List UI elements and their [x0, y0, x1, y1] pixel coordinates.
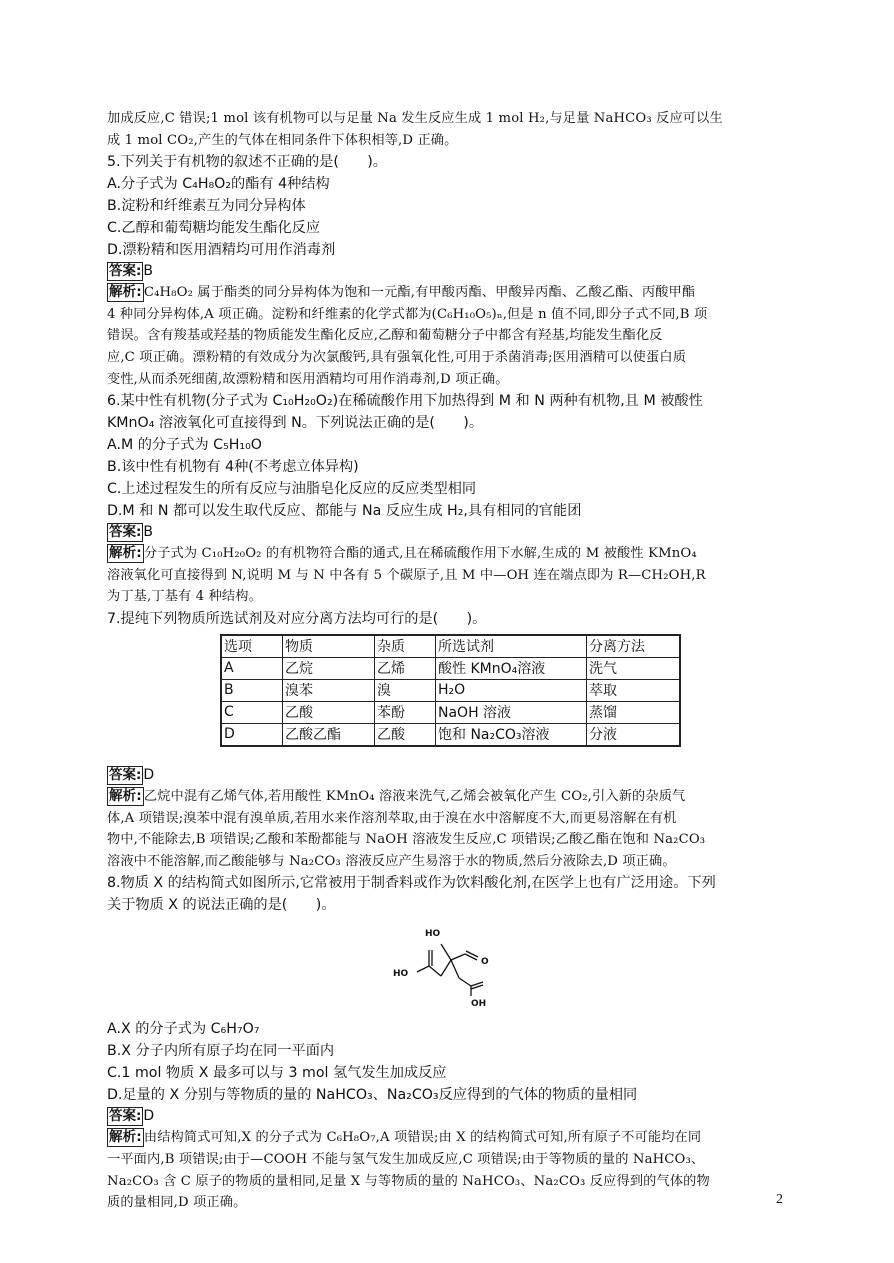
table-cell: 乙酸 — [283, 701, 375, 723]
analysis-text: C₄H₈O₂ 属于酯类的同分异构体为饱和一元酯,有甲酸丙酯、甲酸异丙酯、乙酸乙酯、丙酸甲酯 — [143, 285, 696, 301]
q5-option-d: D.漂粉精和医用酒精均可用作消毒剂 — [107, 242, 336, 259]
q8-analysis-line: Na₂CO₃ 含 C 原子的物质的量相同,足量 X 与等物质的量的 NaHCO₃、Na₂CO₃ 反应得到的气体的物 — [107, 1173, 710, 1189]
q5-analysis-line: 变性,从而杀死细菌,故漂粉精和医用酒精均可用作消毒剂,D 项正确。 — [107, 371, 509, 387]
table-cell: 萃取 — [587, 679, 681, 701]
table-cell: NaOH 溶液 — [436, 701, 587, 723]
table-cell: 苯酚 — [375, 701, 436, 723]
table-cell: C — [221, 701, 283, 723]
q7-analysis-line: 体,A 项错误;溴苯中混有溴单质,若用水来作溶剂萃取,由于溴在水中溶解度不大,而更易溶解在有机 — [107, 810, 677, 826]
analysis-text: 乙烷中混有乙烯气体,若用酸性 KMnO₄ 溶液来洗气,乙烯会被氧化产生 CO₂,引入新的杂质气 — [143, 788, 686, 804]
table-cell: 洗气 — [587, 657, 681, 679]
q5-answer — [107, 261, 783, 282]
q5-analysis-line — [107, 282, 783, 304]
q6-analysis-line: 溶液氧化可直接得到 N,说明 M 与 N 中各有 5 个碳原子,且 M 中—OH 连在端点即为 R—CH₂OH,R — [107, 567, 706, 583]
answer-tag: 答案: — [109, 524, 142, 541]
table-cell: 蒸馏 — [587, 701, 681, 723]
q7-analysis-line: 溶液中不能溶解,而乙酸能够与 Na₂CO₃ 溶液反应产生易溶于水的物质,然后分液除去,D 项正确。 — [107, 853, 676, 869]
answer-tag: 答案: — [109, 263, 142, 280]
answer-tag: 答案: — [109, 766, 142, 783]
q7-analysis-line — [107, 786, 783, 808]
q5-option-b: B.淀粉和纤维素互为同分异构体 — [107, 198, 306, 215]
q6-option-d: D.M 和 N 都可以发生取代反应、都能与 Na 反应生成 H₂,具有相同的官能团 — [107, 503, 582, 520]
table-header-row — [221, 635, 680, 658]
table-header-cell: 杂质 — [375, 635, 436, 658]
q8-answer — [107, 1106, 783, 1127]
question-7-stem: 7.提纯下列物质所选试剂及对应分离方法均可行的是( )。 — [107, 610, 487, 627]
table-row — [221, 657, 680, 679]
q5-option-a: A.分子式为 C₄H₈O₂的酯有 4种结构 — [107, 176, 330, 193]
table-cell: 溴苯 — [283, 679, 375, 701]
q7-analysis-line: 物中,不能除去,B 项错误;乙酸和苯酚都能与 NaOH 溶液发生反应,C 项错误;乙酸乙酯在饱和 Na₂CO₃ — [107, 832, 706, 848]
table-header-cell: 选项 — [221, 635, 283, 658]
page-number: 2 — [776, 1192, 783, 1207]
q6-analysis-line — [107, 543, 783, 565]
ho-left-label: HO — [393, 969, 409, 980]
q7-answer — [107, 765, 783, 786]
table-cell: B — [221, 679, 283, 701]
table-cell: 溴 — [375, 679, 436, 701]
q8-option-c: C.1 mol 物质 X 最多可以与 3 mol 氢气发生加成反应 — [107, 1065, 447, 1082]
text-line: 成 1 mol CO₂,产生的气体在相同条件下体积相等,D 正确。 — [107, 132, 458, 148]
table-cell: 乙烷 — [283, 657, 375, 679]
analysis-tag: 解析: — [109, 284, 142, 301]
q5-analysis-line: 4 种同分异构体,A 项正确。淀粉和纤维素的化学式都为(C₆H₁₀O₅)ₙ,但是 n 值不同,即分子式不同,B 项 — [107, 306, 708, 322]
table-cell: 乙酸乙酯 — [283, 723, 375, 746]
q5-analysis-line: 错误。含有羧基或羟基的物质能发生酯化反应,乙醇和葡萄糖分子中都含有羟基,均能发生酯化反 — [107, 328, 663, 344]
q8-analysis-line: 一平面内,B 项错误;由于—COOH 不能与氢气发生加成反应,C 项错误;由于等物质的量的 NaHCO₃、 — [107, 1151, 705, 1167]
o-label: O — [481, 957, 489, 968]
q6-analysis-line: 为丁基,丁基有 4 种结构。 — [107, 589, 262, 605]
table-cell: 饱和 Na₂CO₃溶液 — [436, 723, 587, 746]
answer-value: B — [143, 263, 154, 280]
table-cell: H₂O — [436, 679, 587, 701]
q8-option-b: B.X 分子内所有原子均在同一平面内 — [107, 1043, 335, 1060]
ho-top-label: HO — [425, 929, 441, 940]
question-8-stem: 关于物质 X 的说法正确的是( )。 — [107, 897, 336, 914]
answer-tag: 答案: — [109, 1108, 142, 1125]
analysis-tag: 解析: — [109, 787, 142, 804]
analysis-text: 分子式为 C₁₀H₂₀O₂ 的有机物符合酯的通式,且在稀硫酸作用下水解,生成的 M 被酸性 KMnO₄ — [143, 546, 697, 562]
analysis-tag: 解析: — [109, 1129, 142, 1146]
table-header-cell: 物质 — [283, 635, 375, 658]
text-line: 加成反应,C 错误;1 mol 该有机物可以与足量 Na 发生反应生成 1 mol H₂,与足量 NaHCO₃ 反应可以生 — [107, 111, 723, 126]
table-cell: 乙烯 — [375, 657, 436, 679]
analysis-text: 由结构简式可知,X 的分子式为 C₆H₈O₇,A 项错误;由 X 的结构简式可知,所有原子不可能均在同 — [143, 1130, 702, 1146]
options-table — [220, 634, 681, 747]
answer-value: D — [143, 1108, 155, 1125]
table-cell: 酸性 KMnO₄溶液 — [436, 657, 587, 679]
spacer — [107, 747, 783, 765]
answer-value: B — [143, 524, 154, 541]
question-8-stem: 8.物质 X 的结构简式如图所示,它常被用于制香料或作为饮料酸化剂,在医学上也有广泛用途。下列 — [107, 875, 716, 892]
table-cell: D — [221, 723, 283, 746]
q5-option-c: C.乙醇和葡萄糖均能发生酯化反应 — [107, 220, 321, 237]
q8-option-a: A.X 的分子式为 C₆H₇O₇ — [107, 1021, 260, 1038]
q8-analysis-line — [107, 1127, 783, 1149]
q6-option-b: B.该中性有机物有 4种(不考虑立体异构) — [107, 459, 359, 476]
q8-option-d: D.足量的 X 分别与等物质的量的 NaHCO₃、Na₂CO₃反应得到的气体的物质的量相同 — [107, 1087, 638, 1104]
q6-option-c: C.上述过程发生的所有反应与油脂皂化反应的反应类型相同 — [107, 481, 477, 498]
oh-bottom-label: OH — [471, 999, 487, 1009]
table-row — [221, 723, 680, 746]
table-header-cell: 分离方法 — [587, 635, 681, 658]
answer-value: D — [143, 766, 155, 783]
table-cell: 分液 — [587, 723, 681, 746]
table-row — [221, 701, 680, 723]
structural-formula — [389, 922, 509, 1008]
question-5-stem: 5.下列关于有机物的叙述不正确的是( )。 — [107, 154, 387, 171]
table-row — [221, 679, 680, 701]
question-6-stem: KMnO₄ 溶液氧化可直接得到 N。下列说法正确的是( )。 — [107, 415, 484, 432]
table-header-cell: 所选试剂 — [436, 635, 587, 658]
table-cell: 乙酸 — [375, 723, 436, 746]
q6-option-a: A.M 的分子式为 C₅H₁₀O — [107, 437, 262, 454]
question-6-stem: 6.某中性有机物(分子式为 C₁₀H₂₀O₂)在稀硫酸作用下加热得到 M 和 N 两种有机物,且 M 被酸性 — [107, 393, 703, 410]
q8-analysis-line: 质的量相同,D 项正确。 — [107, 1195, 247, 1211]
q6-answer — [107, 522, 783, 543]
table-cell: A — [221, 657, 283, 679]
q5-analysis-line: 应,C 项正确。漂粉精的有效成分为次氯酸钙,具有强氧化性,可用于杀菌消毒;医用酒精可以使蛋白质 — [107, 349, 687, 365]
analysis-tag: 解析: — [109, 545, 142, 562]
document-body — [107, 108, 783, 1214]
